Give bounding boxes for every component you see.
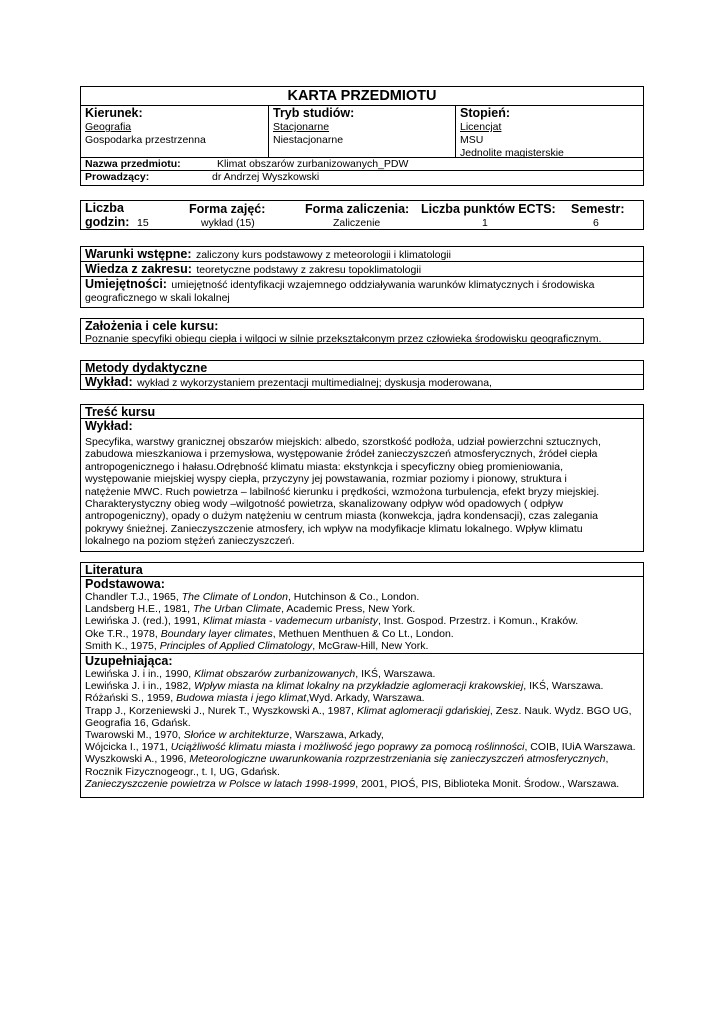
reference-item [85, 778, 639, 790]
reference-text: , IKŚ, Warszawa. [523, 680, 604, 693]
warunki-row [81, 247, 643, 262]
reference-text: Geografia 16, Gdańsk. [85, 716, 191, 729]
reference-text: , Warszawa, Arkady, [289, 729, 384, 742]
forma-zaliczenia-value: Zaliczenie [333, 217, 381, 229]
tryb-cell [268, 106, 455, 157]
tresc-line: antropogenicznego i hałasu.Odrębność klimatu miasta: ekstynkcja i specyficzny obieg promieniowania, [85, 460, 564, 473]
tresc-line: natężenie MWC. Ruch powietrza – labilność kierunku i prędkości, wzmożona turbulencja, efekt bryzy miejskiej. [85, 485, 600, 498]
tryb-label: Tryb studiów: [273, 106, 355, 120]
reference-text: Landsberg H.E., 1981, [85, 603, 193, 616]
tresc-body [81, 419, 643, 548]
metody-wyklad-value: wykład z wykorzystaniem prezentacji multimedialnej; dyskusja moderowana, [137, 377, 492, 389]
course-content-box [80, 404, 644, 552]
reference-text: , Zesz. Nauk. Wydz. BGO UG, [489, 704, 632, 717]
prerequisites-box [80, 246, 644, 308]
warunki-label: Warunki wstępne: [85, 247, 192, 261]
reference-item [85, 705, 639, 717]
reference-title: Budowa miasta i jego klimat [176, 692, 307, 705]
kierunek-label: Kierunek: [85, 106, 143, 120]
reference-text: Chandler T.J., 1965, [85, 591, 182, 603]
reference-title: Principles of Applied Climatology [159, 639, 313, 652]
semestr-label: Semestr: [571, 202, 625, 216]
reference-text: , Methuen Menthuen & Co Lt., London. [272, 627, 454, 640]
methods-box [80, 360, 644, 390]
tresc-wyklad-label: Wykład: [85, 419, 133, 433]
wiedza-value: teoretyczne podstawy z zakresu topoklimatologii [196, 264, 422, 276]
forma-zajec-label: Forma zajęć: [189, 202, 266, 216]
reference-text: Trapp J., Korzeniewski J., Nurek T., Wyszkowski A., 1987, [85, 704, 357, 717]
reference-text: Lewińska J. i in., 1990, [85, 668, 195, 681]
zalozenia-value: Poznanie specyfiki obiegu ciepła i wilgoci w silnie przekształconym przez człowieka środowisku geograficznym. [85, 333, 602, 345]
reference-item [85, 753, 639, 765]
stopien-value-2: MSU [460, 134, 484, 146]
literature-box [80, 562, 644, 798]
reference-item [85, 741, 639, 753]
kierunek-value-2: Gospodarka przestrzenna [85, 134, 206, 146]
reference-item [85, 729, 639, 741]
tresc-line: Charakterystyczny obieg wody –wilgotność powietrza, skanalizowany odpływ wód opadowych ( odpływ [85, 498, 563, 511]
reference-text: , COIB, IUiA Warszawa. [524, 741, 636, 754]
reference-item [85, 628, 639, 640]
hours-box [80, 200, 644, 230]
reference-text: ,Wyd. Arkady, Warszawa. [306, 692, 425, 705]
reference-item [85, 591, 639, 603]
nazwa-label: Nazwa przedmiotu: [85, 158, 181, 170]
reference-title: Klimat obszarów zurbanizowanych [194, 668, 356, 681]
reference-title: Zanieczyszczenie powietrza w Polsce w latach 1998-1999 [85, 777, 356, 790]
prowadzacy-row [81, 171, 643, 184]
tresc-line: zabudowa mieszkaniowa i przemysłowa, występowanie źródeł zanieczyszczeń atmosferycznych, źródeł ciepła [85, 448, 598, 461]
umiejetnosci-value-2: geograficznego w skali lokalnej [85, 291, 230, 304]
reference-text: Wyszkowski A., 1996, [85, 753, 190, 766]
reference-text: Różański S., 1959, [85, 692, 177, 705]
zalozenia-label: Założenia i cele kursu: [85, 319, 219, 333]
reference-text: , IKŚ, Warszawa. [355, 668, 436, 681]
prowadzacy-value: dr Andrzej Wyszkowski [212, 171, 320, 183]
tresc-paragraph [81, 433, 643, 548]
reference-text: , [605, 753, 609, 766]
goals-box [80, 318, 644, 344]
literatura-label: Literatura [81, 563, 643, 577]
reference-title: The Climate of London [181, 591, 288, 603]
stopien-cell [455, 106, 643, 157]
reference-item [85, 615, 639, 627]
course-header-box [80, 86, 644, 186]
reference-title: Słońce w architekturze [183, 729, 290, 742]
tresc-line: pokrywy śnieżnej. Zanieczyszczenie atmosfery, ich wpływ na modyfikacje klimatu lokalnego. Wpływ klimatu [85, 522, 583, 535]
uzupelniajaca-section [81, 654, 643, 790]
umiejetnosci-value-1: umiejętność identyfikacji wzajemnego oddziaływania warunków klimatycznych i środowiska [171, 279, 595, 291]
reference-text: Lewińska J. (red.), 1991, [85, 615, 203, 628]
godzin-value: 15 [137, 217, 149, 229]
reference-item [85, 766, 639, 778]
reference-title: Boundary layer climates [160, 627, 273, 640]
kierunek-cell [81, 106, 268, 157]
forma-zaliczenia-label: Forma zaliczenia: [305, 202, 410, 216]
ects-value: 1 [482, 217, 488, 229]
reference-item [85, 717, 639, 729]
tresc-line: występowanie miejskiej wyspy ciepła, przyczyny jej powstawania, rozmiar poziomy i pionowy, struktura i [85, 473, 567, 486]
reference-text: Twarowski M., 1970, [85, 729, 184, 742]
reference-item [85, 640, 639, 652]
metody-label: Metody dydaktyczne [81, 361, 643, 375]
forma-zajec-value: wykład (15) [201, 217, 255, 229]
stopien-value-3: Jednolite magisterskie [460, 147, 564, 159]
reference-item [85, 680, 639, 692]
podstawowa-list [85, 591, 639, 652]
reference-text: , Inst. Gospod. Przestrz. i Komun., Kraków. [377, 615, 579, 628]
reference-item [85, 668, 639, 680]
semestr-value: 6 [593, 217, 599, 229]
tryb-value-2: Niestacjonarne [273, 134, 344, 146]
reference-title: The Urban Climate [193, 603, 282, 616]
wiedza-label: Wiedza z zakresu: [85, 262, 192, 276]
reference-text: , McGraw-Hill, New York. [312, 639, 429, 652]
umiejetnosci-row [81, 277, 643, 304]
metody-wyklad-row [81, 375, 643, 390]
warunki-value: zaliczony kurs podstawowy z meteorologii i klimatologii [195, 249, 451, 261]
tresc-label: Treść kursu [81, 405, 643, 419]
wiedza-row [81, 262, 643, 277]
tresc-line: antropogeniczny), opady o dużym natężeniu w centrum miasta (konwekcja, jądra kondensacji), czas zalegania [85, 510, 599, 523]
page-title: KARTA PRZEDMIOTU [81, 87, 643, 106]
reference-text: , 2001, PIOŚ, PIS, Biblioteka Monit. Środow., Warszawa. [355, 777, 620, 790]
reference-title: Klimat aglomeracji gdańskiej [356, 704, 490, 717]
umiejetnosci-label: Umiejętności: [85, 277, 167, 291]
reference-title: Klimat miasta - vademecum urbanisty [202, 615, 378, 628]
ects-label: Liczba punktów ECTS: [421, 202, 556, 216]
reference-text: Wójcicka I., 1971, [85, 741, 171, 754]
tresc-line: lokalnego na poziom stężeń zanieczyszczeń. [85, 535, 295, 548]
reference-text: Oke T.R., 1978, [85, 627, 161, 640]
study-info-row [81, 106, 643, 158]
reference-title: Wpływ miasta na klimat lokalny na przykładzie aglomeracji krakowskiej [194, 680, 524, 693]
prowadzacy-label: Prowadzący: [85, 171, 150, 183]
godzin-label: godzin: [85, 215, 130, 229]
reference-text: Rocznik Fizycznogeogr., t. I, UG, Gdańsk. [85, 765, 280, 778]
reference-text: , Hutchinson & Co., London. [287, 591, 420, 603]
tresc-line: Specyfika, warstwy granicznej obszarów miejskich: albedo, szorstkość podłoża, udział powierzchni sztucznych, [85, 436, 601, 448]
metody-wyklad-label: Wykład: [85, 375, 133, 389]
kierunek-value-1: Geografia [85, 121, 132, 133]
reference-title: Meteorologiczne uwarunkowania rozprzestrzeniania się zanieczyszczeń atmosferycznych [189, 753, 606, 766]
stopien-label: Stopień: [460, 106, 510, 120]
tryb-value-1: Stacjonarne [273, 121, 330, 133]
podstawowa-label: Podstawowa: [85, 577, 165, 591]
nazwa-value: Klimat obszarów zurbanizowanych_PDW [217, 158, 409, 170]
reference-text: Lewińska J. i in., 1982, [85, 680, 195, 693]
reference-item [85, 603, 639, 615]
reference-item [85, 692, 639, 704]
podstawowa-section [81, 577, 643, 654]
stopien-value-1: Licencjat [460, 121, 502, 133]
uzupelniajaca-list [85, 668, 639, 790]
uzupelniajaca-label: Uzupełniająca: [85, 654, 173, 669]
reference-text: Smith K., 1975, [85, 639, 160, 652]
liczba-label: Liczba [85, 201, 124, 215]
reference-text: , Academic Press, New York. [281, 603, 416, 616]
reference-title: Uciążliwość klimatu miasta i możliwość jego poprawy za pomocą roślinności [170, 741, 525, 754]
